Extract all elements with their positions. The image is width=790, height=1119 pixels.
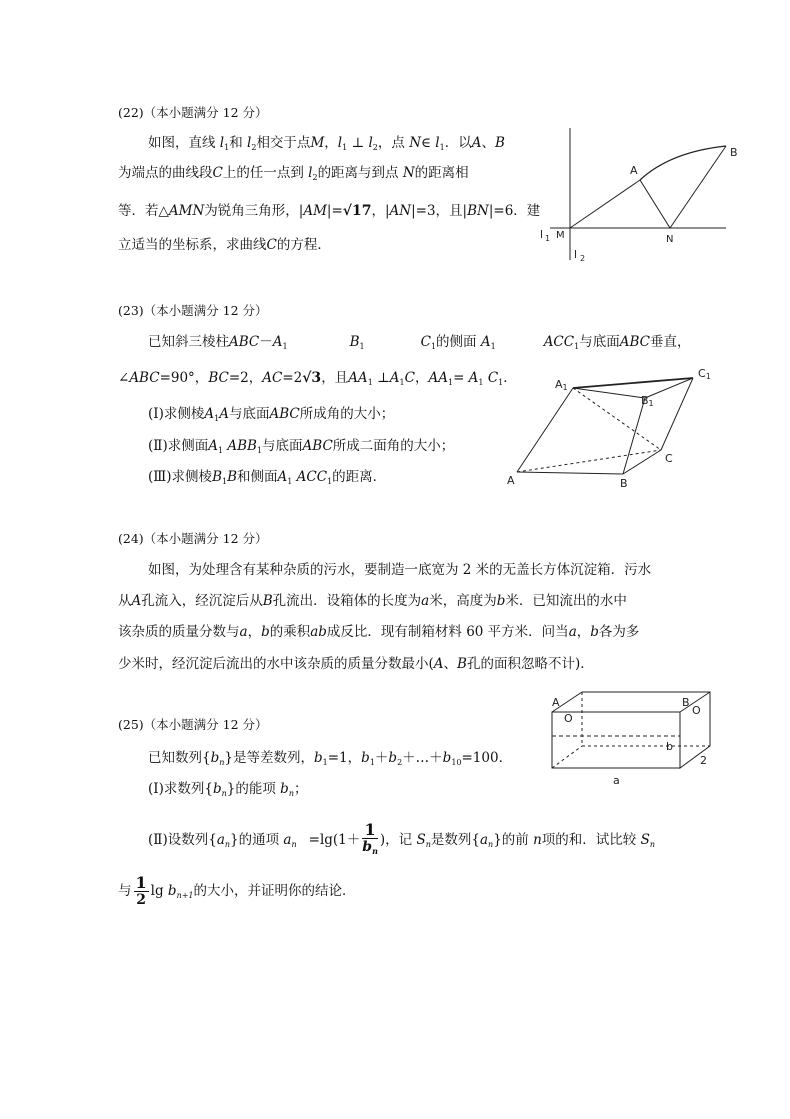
label-M: M: [556, 230, 565, 241]
p22-line2: 为端点的曲线段C上的任一点到 $l_2$的距离与到点 N的距离相: [118, 165, 469, 182]
p23-line1: 已知斜三棱柱$ABC-A_1$ $B_1$ $C_1$的侧面 $A_1$ $ACC_1$与底面ABC垂直，: [148, 334, 691, 351]
segment-AN: [640, 180, 670, 228]
label-N: N: [666, 234, 674, 245]
p22-line4: 立适当的坐标系，求曲线C的方程．: [118, 237, 331, 253]
segment-MA: [570, 180, 640, 228]
edge-A-C-hidden: [517, 450, 661, 472]
label-A1: A1: [555, 378, 568, 392]
label-O-inlet: O: [564, 712, 573, 725]
p23-header: (23)（本小题满分 12 分）: [118, 303, 268, 318]
edge-A1-C1: [573, 378, 693, 388]
label-C1: C1: [698, 367, 711, 381]
edge-A-B: [517, 472, 623, 474]
p25-q1: (Ⅰ)求数列$\{b_n\}$的能项 $b_n$；: [148, 781, 308, 798]
p24-line2: 从A孔流入，经沉淀后从B孔流出．设箱体的长度为a米，高度为b米．已知流出的水中: [118, 593, 627, 609]
label-O-outlet: O: [692, 704, 701, 717]
p23-q3: (Ⅲ)求侧棱$B_1B$和侧面$A_1$ $ACC_1$的距离．: [148, 469, 387, 486]
label-l1: l: [540, 228, 544, 241]
segment-NB: [670, 146, 726, 228]
p22-line1: 如图，直线 $l_1$和 $l_2$相交于点M，$l_1$ ⊥ $l_2$，点 N∈ $l_1$．以A、B: [148, 135, 505, 152]
label-l1-sub: 1: [545, 234, 551, 243]
label-B1: B1: [641, 394, 654, 408]
edge-A-A1: [517, 388, 573, 472]
p22-header: (22)（本小题满分 12 分）: [118, 105, 268, 120]
p23-figure: [505, 362, 735, 490]
p22-line3: 等．若△AMN为锐角三角形，|AM|=√17，|AN|=3，且|BN|=6．建: [118, 203, 541, 219]
label-l2-sub: 2: [580, 254, 586, 263]
p25-line3: 与 $\frac{1}{2}$ $\lg b_{n+1}$的大小，并证明你的结论．: [118, 873, 356, 908]
p22-figure: [530, 122, 760, 272]
p23-q2: (Ⅱ)求侧面$A_1$ $ABB_1$与底面ABC所成二面角的大小；: [148, 438, 455, 455]
p23-q1: (Ⅰ)求侧棱$A_1A$与底面ABC所成角的大小；: [148, 406, 395, 423]
label-a-length: a: [613, 774, 620, 787]
p24-line1: 如图，为处理含有某种杂质的污水，要制造一底宽为 2 米的无盖长方体沉淀箱．污水: [148, 562, 652, 578]
label-B: B: [730, 146, 738, 159]
p24-line3: 该杂质的质量分数与a，b的乘积ab成反比．现有制箱材料 60 平方米．问当a，b各为多: [118, 624, 640, 640]
label-A: A: [507, 474, 515, 487]
p25-line1: 已知数列$\{b_n\}$是等差数列，$b_1=1$，$b_1+b_2+\dots+b_{10}=100$．: [148, 750, 513, 767]
p24-line4: 少米时，经沉淀后流出的水中该杂质的质量分数最小(A、B孔的面积忽略不计)．: [118, 656, 594, 672]
curve-AB: [640, 146, 726, 180]
label-A: A: [552, 696, 560, 709]
label-A: A: [630, 164, 638, 177]
p23-line2: ∠ABC=90°，BC=2，AC=2√3，且$AA_1$ $\perp A_1C$，$AA_1= A_1$ $C_1$．: [118, 370, 517, 387]
fraction-half: $\frac{1}{2}$: [135, 873, 147, 908]
p25-q2: (Ⅱ)设数列$\{a_n\}$的通项 $a_n =\lg(1+$ $\frac{1}{b_n}$ )，记 $S_n$是数列$\{a_n\}$的前 n项的和．试比较 $S_n$: [148, 821, 655, 860]
label-C: C: [665, 452, 673, 465]
label-l2: l: [574, 248, 578, 261]
fraction-1-over-bn: $\frac{1}{b_n}$: [362, 820, 378, 856]
p25-header: (25)（本小题满分 12 分）: [118, 717, 268, 732]
label-B: B: [682, 696, 690, 709]
label-2-width: 2: [700, 754, 707, 767]
label-b-height: b: [666, 740, 673, 753]
box-hidden-depth: [552, 746, 582, 768]
edge-A1-B1: [573, 388, 645, 398]
label-B: B: [620, 477, 628, 490]
p24-header: (24)（本小题满分 12 分）: [118, 531, 268, 546]
p24-figure: [540, 684, 730, 796]
